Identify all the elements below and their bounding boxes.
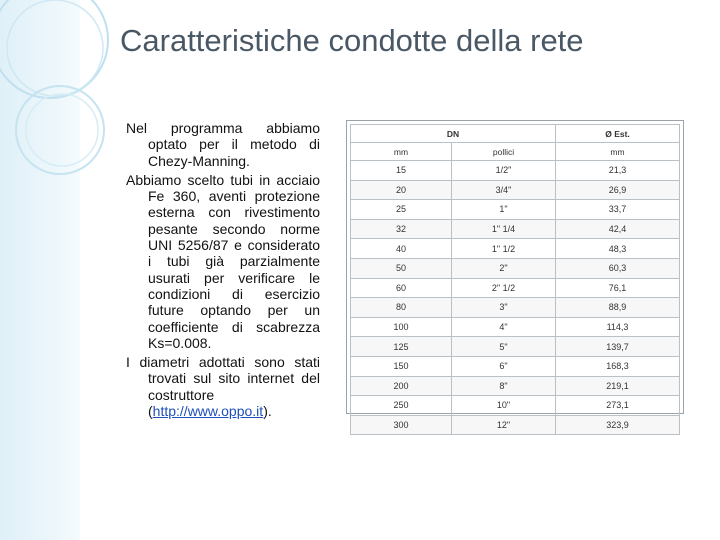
cell-dn-pollici: 8" [452, 376, 556, 396]
cell-dn-pollici: 5" [452, 337, 556, 357]
cell-dn-pollici: 10" [452, 396, 556, 416]
cell-outer-diameter: 114,3 [556, 317, 680, 337]
cell-outer-diameter: 168,3 [556, 356, 680, 376]
cell-dn-mm: 25 [351, 200, 452, 220]
cell-outer-diameter: 139,7 [556, 337, 680, 357]
cell-dn-pollici: 3" [452, 298, 556, 318]
table-row [351, 376, 680, 396]
table-row [351, 337, 680, 357]
header-dn: DN [351, 125, 556, 143]
cell-dn-pollici: 4" [452, 317, 556, 337]
cell-outer-diameter: 48,3 [556, 239, 680, 259]
table-row [351, 258, 680, 278]
table-row [351, 396, 680, 416]
cell-dn-pollici: 1" 1/2 [452, 239, 556, 259]
cell-dn-pollici: 1" 1/4 [452, 219, 556, 239]
cell-dn-mm: 60 [351, 278, 452, 298]
link-close-paren: ). [263, 403, 272, 420]
cell-dn-mm: 125 [351, 337, 452, 357]
cell-dn-mm: 32 [351, 219, 452, 239]
pipe-diameter-table [350, 124, 680, 435]
cell-dn-mm: 40 [351, 239, 452, 259]
cell-dn-pollici: 2" [452, 258, 556, 278]
manufacturer-link[interactable] [153, 403, 264, 419]
paragraph-pipes: Abbiamo scelto tubi in acciaio Fe 360, aventi protezione esterna con rivestimento pesante secondo norme UNI 5256/87 e considerato i tubi già parzialmente usurati per verificare le condizioni di esercizio future optando per un coefficiente di scabrezza Ks=0.008. [126, 171, 320, 351]
paragraph-diameters-text: I diametri adottati sono stati trovati sul sito internet del costruttore [126, 354, 320, 403]
table-row [351, 161, 680, 181]
table-row [351, 356, 680, 376]
decorative-circles [0, 0, 140, 200]
paragraph-method: Nel programma abbiamo optato per il metodo di Chezy-Manning. [126, 120, 320, 169]
cell-outer-diameter: 76,1 [556, 278, 680, 298]
cell-outer-diameter: 323,9 [556, 415, 680, 435]
table-row [351, 317, 680, 337]
cell-dn-pollici: 6" [452, 356, 556, 376]
header-outer-diameter: Ø Est. [556, 125, 680, 143]
table-row [351, 200, 680, 220]
pipe-diameter-table-frame [346, 120, 684, 431]
cell-dn-mm: 150 [351, 356, 452, 376]
paragraph-diameters [126, 354, 320, 419]
subheader-mm: mm [351, 143, 452, 161]
cell-dn-mm: 50 [351, 258, 452, 278]
cell-outer-diameter: 42,4 [556, 219, 680, 239]
cell-dn-pollici: 3/4" [452, 180, 556, 200]
link-open-paren: ( [148, 403, 153, 420]
cell-dn-mm: 100 [351, 317, 452, 337]
cell-dn-pollici: 2" 1/2 [452, 278, 556, 298]
cell-outer-diameter: 219,1 [556, 376, 680, 396]
cell-outer-diameter: 26,9 [556, 180, 680, 200]
cell-dn-mm: 20 [351, 180, 452, 200]
cell-dn-pollici: 1" [452, 200, 556, 220]
cell-dn-mm: 15 [351, 161, 452, 181]
cell-dn-mm: 300 [351, 415, 452, 435]
cell-outer-diameter: 88,9 [556, 298, 680, 318]
cell-outer-diameter: 273,1 [556, 396, 680, 416]
table-row [351, 180, 680, 200]
cell-outer-diameter: 21,3 [556, 161, 680, 181]
table-row [351, 239, 680, 259]
slide-body [126, 120, 320, 422]
cell-dn-pollici: 12" [452, 415, 556, 435]
table-row [351, 219, 680, 239]
cell-dn-pollici: 1/2" [452, 161, 556, 181]
cell-outer-diameter: 33,7 [556, 200, 680, 220]
slide-title: Caratteristiche condotte della rete [120, 23, 584, 58]
table-row [351, 278, 680, 298]
manufacturer-link-text: http://www.oppo.it [152, 403, 264, 420]
subheader-mm-outer: mm [556, 143, 680, 161]
table-row [351, 298, 680, 318]
cell-dn-mm: 200 [351, 376, 452, 396]
cell-outer-diameter: 60,3 [556, 258, 680, 278]
table-row [351, 415, 680, 435]
cell-dn-mm: 250 [351, 396, 452, 416]
cell-dn-mm: 80 [351, 298, 452, 318]
subheader-pollici: pollici [452, 143, 556, 161]
table-body [351, 161, 680, 435]
